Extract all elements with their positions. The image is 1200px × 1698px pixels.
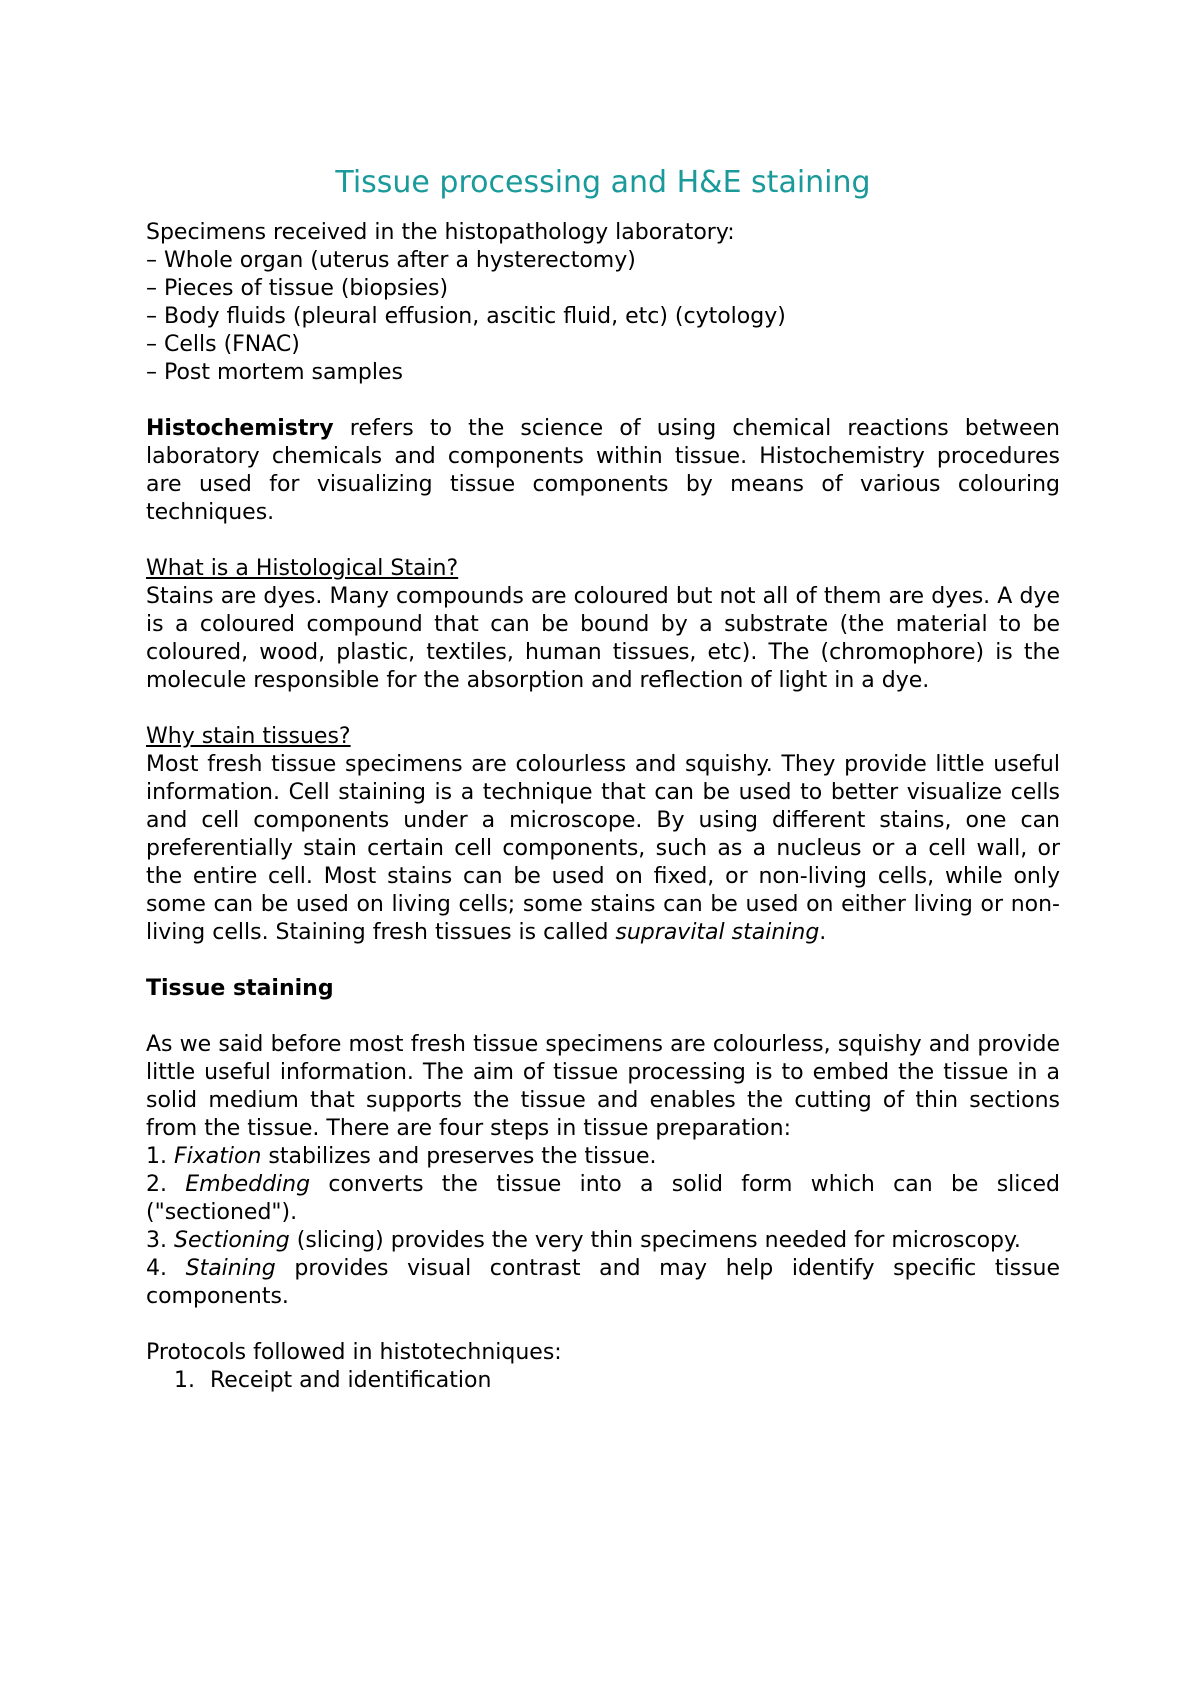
step-text: provides visual contrast and may help identify specific tissue components. (146, 1256, 1061, 1309)
protocol-number: 1. (174, 1368, 195, 1393)
step-text: stabilizes and preserves the tissue. (261, 1144, 657, 1169)
spacer (146, 1311, 1060, 1339)
spacer (146, 947, 1060, 975)
specimen-item: – Post mortem samples (146, 360, 403, 385)
spacer (146, 527, 1060, 555)
protocols-heading: Protocols followed in histotechniques: (146, 1340, 562, 1365)
histochemistry-paragraph (146, 415, 1060, 527)
spacer (146, 387, 1060, 415)
document-title: Tissue processing and H&E staining (335, 165, 871, 200)
step-number: 2. (146, 1172, 186, 1197)
specimen-item: – Body fluids (pleural effusion, ascitic fluid, etc) (cytology) (146, 304, 786, 329)
why-heading: Why stain tissues? (146, 724, 351, 749)
step-item (146, 1143, 1060, 1171)
step-item (146, 1255, 1060, 1311)
specimen-item: – Cells (FNAC) (146, 332, 300, 357)
stain-heading: What is a Histological Stain? (146, 556, 459, 581)
step-item (146, 1171, 1060, 1227)
document-page (146, 165, 1060, 1395)
step-number: 4. (146, 1256, 186, 1281)
why-paragraph (146, 751, 1060, 947)
why-italic-term: supravital staining (615, 920, 820, 945)
spacer (146, 695, 1060, 723)
step-text: converts the tissue into a solid form which can be sliced ("sectioned"). (146, 1172, 1061, 1225)
tissue-staining-paragraph: As we said before most fresh tissue specimens are colourless, squishy and provide little useful information. The aim of tissue processing is to embed the tissue in a solid medium that supports the tissue and enables the cutting of thin sections from the tissue. There are four steps in tissue preparation: (146, 1032, 1060, 1141)
why-text: Most fresh tissue specimens are colourless and squishy. They provide little useful information. Cell staining is a technique that can be used to better visualize cells and cell components under a microscope. By using different stains, one can preferentially stain certain cell components, such as a nucleus or a cell wall, or the entire cell. Most stains can be used on fixed, or non-living cells, while only some can be used on living cells; some stains can be used on either living or non-living cells. Staining fresh tissues is called (146, 752, 1060, 945)
step-text: (slicing) provides the very thin specimens needed for microscopy. (289, 1228, 1021, 1253)
specimen-item: – Whole organ (uterus after a hysterectomy) (146, 248, 636, 273)
stain-paragraph: Stains are dyes. Many compounds are coloured but not all of them are dyes. A dye is a coloured compound that can be bound by a substrate (the material to be coloured, wood, plastic, textiles, human tissues, etc). The (chromophore) is the molecule responsible for the absorption and reflection of light in a dye. (146, 584, 1060, 693)
histochemistry-term: Histochemistry (146, 416, 334, 441)
step-term: Fixation (173, 1144, 262, 1169)
step-item (146, 1227, 1060, 1255)
step-number: 3. (146, 1228, 174, 1253)
protocol-text: Receipt and identification (210, 1368, 492, 1393)
tissue-staining-heading: Tissue staining (146, 976, 334, 1001)
histochemistry-text: refers to the science of using chemical reactions between laboratory chemicals and components within tissue. Histochemistry procedures are used for visualizing tissue components by means of various colouring techniques. (146, 416, 1060, 525)
why-end: . (819, 920, 827, 945)
protocol-item (146, 1367, 1060, 1395)
step-number: 1. (146, 1144, 174, 1169)
specimens-intro: Specimens received in the histopathology laboratory: (146, 220, 735, 245)
specimen-item: – Pieces of tissue (biopsies) (146, 276, 449, 301)
step-term: Sectioning (173, 1228, 290, 1253)
step-term: Staining (185, 1256, 276, 1281)
spacer (146, 1003, 1060, 1031)
step-term: Embedding (185, 1172, 311, 1197)
